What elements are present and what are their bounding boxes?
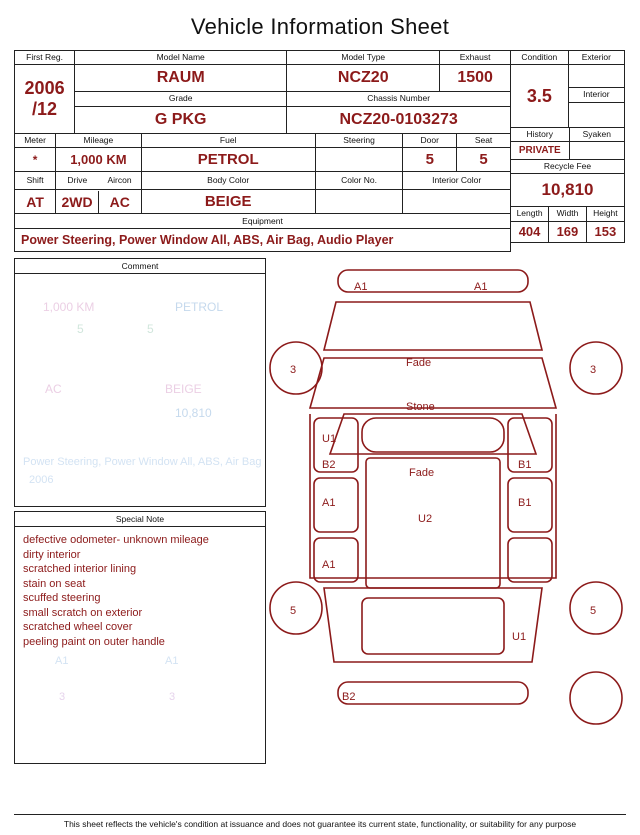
vehicle-header-tables — [14, 50, 626, 252]
vehicle-main-table — [14, 50, 511, 252]
exterior-value — [568, 65, 624, 88]
color-no-value — [315, 190, 403, 214]
interior-color-label: Interior Color — [403, 172, 511, 190]
special-note-line: dirty interior — [23, 548, 81, 561]
steering-label: Steering — [315, 133, 403, 147]
comment-ghost-7: Power Steering, Power Window All, ABS, Air Bag — [23, 456, 262, 469]
mark-wheel-rear-left: 5 — [290, 605, 297, 618]
seat-label: Seat — [457, 133, 511, 147]
comment-ghost-4: AC — [45, 382, 62, 397]
chassis-value: NCZ20-0103273 — [287, 106, 511, 133]
footer-disclaimer: This sheet reflects the vehicle's condition at issuance and does not guarantee its current state, functionality, or suitability for any purpose — [14, 814, 626, 829]
fuel-value: PETROL — [141, 148, 315, 172]
mark-wheel-front-left: 3 — [290, 364, 297, 377]
mark-left-u1: U1 — [322, 433, 337, 446]
condition-value: 3.5 — [511, 65, 569, 127]
comment-ghost-8: 2006 — [29, 474, 54, 487]
interior-label: Interior — [568, 88, 624, 102]
history-value: PRIVATE — [511, 142, 570, 160]
drive-aircon-labels — [56, 172, 141, 190]
meter-label: Meter — [15, 133, 56, 147]
mark-left-lower-a1: A1 — [322, 559, 336, 572]
special-note-line: scratched wheel cover — [23, 621, 133, 634]
special-note-line: defective odometer- unknown mileage — [23, 534, 209, 547]
fuel-label: Fuel — [141, 133, 315, 147]
history-label: History — [511, 127, 570, 141]
comment-column — [14, 258, 266, 764]
width-label: Width — [549, 207, 587, 220]
body-color-label: Body Color — [141, 172, 315, 190]
drive-label: Drive — [67, 175, 88, 186]
special-note-box — [14, 526, 266, 764]
height-value: 153 — [594, 223, 617, 239]
condition-label: Condition — [511, 51, 569, 65]
mark-wheel-front-right: 3 — [590, 364, 597, 377]
note-ghost-3: 3 — [59, 691, 66, 704]
comment-ghost-1: PETROL — [175, 300, 224, 315]
first-reg-value — [15, 65, 75, 133]
comment-ghost-6: 10,810 — [175, 406, 212, 421]
door-value: 5 — [403, 148, 457, 172]
meter-value: * — [15, 148, 56, 172]
height-label: Height — [593, 208, 618, 219]
comment-ghost-3: 5 — [147, 322, 154, 337]
first-reg-year: 2006 — [24, 78, 65, 99]
grade-label: Grade — [75, 92, 287, 106]
shift-label: Shift — [15, 172, 56, 190]
special-note-line: scuffed steering — [23, 592, 101, 605]
aircon-label: Aircon — [107, 175, 132, 186]
model-type-value: NCZ20 — [287, 65, 440, 92]
mark-bottom-b2: B2 — [342, 691, 356, 704]
body-color-value: BEIGE — [141, 190, 315, 214]
equipment-value: Power Steering, Power Window All, ABS, Air Bag, Audio Player — [15, 229, 511, 252]
mileage-value: 1,000 KM — [56, 148, 141, 172]
comment-label: Comment — [14, 258, 266, 273]
mark-right-b1-upper: B1 — [518, 459, 532, 472]
equipment-label: Equipment — [15, 214, 511, 229]
mark-wheel-rear-right: 5 — [590, 605, 597, 618]
vehicle-damage-diagram — [266, 258, 626, 764]
steering-value — [315, 148, 403, 172]
exhaust-value: 1500 — [440, 65, 511, 92]
length-label: Length — [511, 207, 549, 220]
special-note-line: small scratch on exterior — [23, 606, 143, 619]
chassis-label: Chassis Number — [287, 92, 511, 106]
mark-top-right-a1: A1 — [474, 281, 488, 294]
syaken-label: Syaken — [569, 127, 624, 141]
vehicle-side-table — [510, 50, 625, 252]
special-note-label: Special Note — [14, 511, 266, 526]
length-value: 404 — [511, 222, 549, 242]
note-ghost-1: A1 — [55, 655, 69, 668]
recycle-fee-value: 10,810 — [511, 174, 625, 207]
model-name-label: Model Name — [75, 51, 287, 65]
comment-box — [14, 273, 266, 507]
mark-center-u2: U2 — [418, 513, 433, 526]
aircon-value: AC — [109, 193, 130, 210]
dimension-values — [511, 221, 625, 242]
dimension-labels — [511, 207, 625, 221]
comment-ghost-2: 5 — [77, 322, 84, 337]
mark-hood-fade: Fade — [406, 357, 432, 370]
comment-ghost-0: 1,000 KM — [43, 300, 95, 315]
model-name-value: RAUM — [75, 65, 287, 92]
shift-value: AT — [15, 190, 56, 214]
mark-left-b2: B2 — [322, 459, 336, 472]
door-label: Door — [403, 133, 457, 147]
mark-top-left-a1: A1 — [354, 281, 368, 294]
color-no-label: Color No. — [315, 172, 403, 190]
special-note-line: peeling paint on outer handle — [23, 635, 165, 648]
mark-roof-stone: Stone — [406, 401, 435, 414]
mileage-label: Mileage — [56, 133, 141, 147]
note-ghost-4: 3 — [169, 691, 176, 704]
special-note-line: stain on seat — [23, 577, 86, 590]
model-type-label: Model Type — [287, 51, 440, 65]
drive-value: 2WD — [56, 191, 98, 213]
first-reg-label: First Reg. — [15, 51, 75, 65]
first-reg-month: /12 — [32, 99, 58, 120]
interior-value — [568, 102, 624, 127]
exterior-label: Exterior — [568, 51, 624, 65]
grade-value: G PKG — [75, 106, 287, 133]
interior-color-value — [403, 190, 511, 214]
mark-rear-right-u1: U1 — [512, 631, 527, 644]
seat-value: 5 — [457, 148, 511, 172]
recycle-fee-label: Recycle Fee — [511, 160, 625, 174]
width-value: 169 — [549, 222, 587, 242]
mark-center-fade: Fade — [409, 467, 435, 480]
mark-left-a1: A1 — [322, 497, 336, 510]
syaken-value — [569, 142, 624, 160]
note-ghost-2: A1 — [165, 655, 179, 668]
damage-diagram-svg — [266, 258, 626, 758]
comment-ghost-5: BEIGE — [165, 382, 202, 397]
special-note-line: scratched interior lining — [23, 563, 137, 576]
lower-section — [14, 258, 626, 764]
mark-right-b1-lower: B1 — [518, 497, 532, 510]
page-title: Vehicle Information Sheet — [190, 14, 450, 39]
exhaust-label: Exhaust — [440, 51, 511, 65]
